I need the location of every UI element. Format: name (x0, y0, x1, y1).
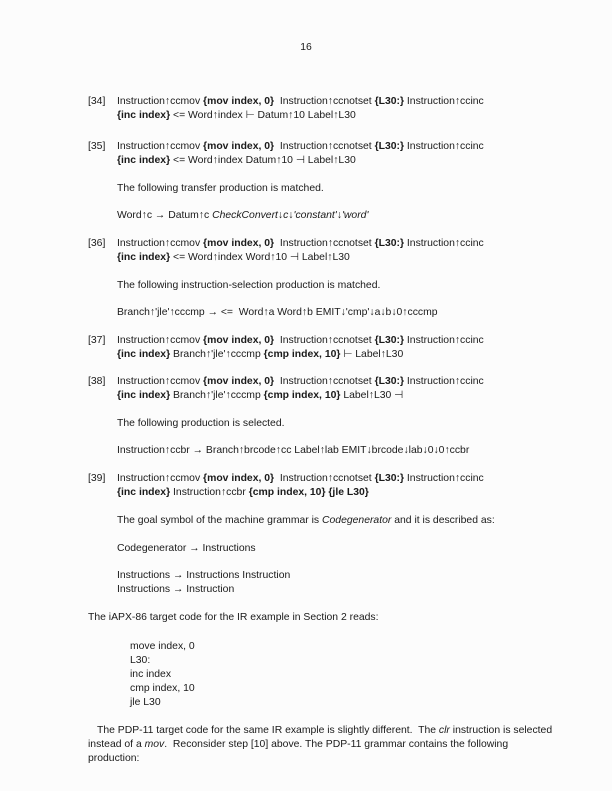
text-segment: Instruction↑ccmov (117, 335, 204, 346)
bold-text: {inc index} (117, 487, 171, 498)
step-number: [39] (88, 473, 106, 484)
step-number: [37] (88, 335, 106, 346)
bold-text: {L30:} (374, 473, 405, 484)
text-line (117, 349, 403, 361)
text-line (117, 141, 484, 153)
bold-text: {L30:} (374, 376, 405, 387)
text-segment: Instruction↑ccinc (404, 141, 484, 152)
text-segment: . Reconsider step [10] above. The PDP-11 grammar contains the following (164, 739, 509, 750)
text-segment: Instruction↑ccnotset (274, 335, 375, 346)
text-segment: Instruction↑ccinc (404, 335, 484, 346)
bold-text: {inc index} (117, 155, 171, 166)
text-segment: production: (88, 753, 140, 764)
bold-text: {L30:} (374, 335, 405, 346)
text-line (117, 376, 484, 388)
text-segment: The PDP-11 target code for the same IR example is slightly different. The (97, 725, 439, 736)
text-line (117, 584, 234, 596)
text-segment: The iAPX-86 target code for the IR example in Section 2 reads: (88, 612, 379, 623)
bold-text: {L30:} (374, 141, 405, 152)
text-line (130, 669, 171, 681)
bold-text: {mov index, 0} (203, 96, 275, 107)
text-segment: Instruction↑ccinc (404, 96, 484, 107)
text-line (130, 641, 195, 653)
text-segment: jle L30 (130, 697, 161, 708)
text-segment: The following transfer production is matched. (117, 183, 324, 194)
text-segment: <= Word↑index Word↑10 ⊣ Label↑L30 (170, 252, 350, 263)
text-line (117, 390, 403, 402)
text-segment: Instruction↑ccmov (117, 376, 204, 387)
text-line (117, 418, 285, 430)
text-segment: Branch↑'jle'↑cccmp (170, 390, 264, 401)
text-segment: Instruction↑ccinc (404, 473, 484, 484)
text-segment: The goal symbol of the machine grammar is (117, 515, 323, 526)
bold-text: {inc index} (117, 110, 171, 121)
text-line (130, 697, 161, 709)
text-line (117, 238, 484, 250)
text-segment: ⊢ Label↑L30 (340, 349, 404, 360)
text-line (88, 753, 139, 765)
step-number: [34] (88, 96, 106, 107)
text-line (130, 683, 195, 695)
bold-text: {inc index} (117, 252, 171, 263)
bold-text: {mov index, 0} (203, 141, 275, 152)
text-segment: Instruction↑ccinc (404, 238, 484, 249)
text-segment: Instructions → Instruction (117, 584, 235, 595)
text-segment: L30: (130, 655, 151, 666)
text-segment: <= Word↑index Datum↑10 ⊣ Label↑L30 (170, 155, 356, 166)
text-line (88, 739, 508, 751)
text-segment: Instructions → Instructions Instruction (117, 570, 291, 581)
text-segment: The following instruction-selection production is matched. (117, 280, 381, 291)
bold-text: {cmp index, 10} (263, 390, 341, 401)
bold-text: {L30:} (374, 238, 405, 249)
text-segment: Label↑L30 ⊣ (340, 390, 404, 401)
text-segment: Branch↑'jle'↑cccmp → <= Word↑a Word↑b EMIT↓'cmp'↓a↓b↓0↑cccmp (117, 307, 438, 318)
text-line (117, 155, 356, 167)
text-segment: Instruction↑ccmov (117, 96, 204, 107)
bold-text: {L30:} (374, 96, 405, 107)
text-line (117, 445, 469, 457)
italic-text: mov (144, 739, 165, 750)
text-line (97, 725, 552, 737)
italic-text: clr (438, 725, 450, 736)
text-segment: Instruction↑ccnotset (274, 96, 375, 107)
text-segment: Branch↑'jle'↑cccmp (170, 349, 264, 360)
text-segment: instruction is selected (449, 725, 553, 736)
text-line (117, 96, 484, 108)
bold-text: {cmp index, 10} (248, 487, 326, 498)
text-line (117, 307, 438, 319)
text-segment: Instruction↑ccmov (117, 141, 204, 152)
text-line (117, 487, 369, 499)
text-segment: Instruction↑ccnotset (274, 238, 375, 249)
text-segment: Instruction↑ccnotset (274, 141, 375, 152)
bold-text: {cmp index, 10} (263, 349, 341, 360)
text-segment: The following production is selected. (117, 418, 285, 429)
text-segment: Instruction↑ccmov (117, 238, 204, 249)
text-segment: instead of a (88, 739, 145, 750)
text-line (117, 252, 350, 264)
text-line (117, 473, 484, 485)
text-segment: Instruction↑ccmov (117, 473, 204, 484)
step-number: [35] (88, 141, 106, 152)
text-segment: and it is described as: (391, 515, 495, 526)
italic-text: CheckConvert↓c↓'constant'↓'word' (212, 210, 369, 221)
text-line (117, 515, 495, 527)
text-segment: Instruction↑ccnotset (274, 376, 375, 387)
text-segment: move index, 0 (130, 641, 195, 652)
text-line (88, 612, 379, 624)
text-segment: inc index (130, 669, 172, 680)
text-line (117, 543, 256, 555)
text-segment: <= Word↑index ⊢ Datum↑10 Label↑L30 (170, 110, 356, 121)
page-number: 16 (300, 42, 312, 53)
bold-text: {jle L30} (328, 487, 369, 498)
text-line (117, 183, 324, 195)
bold-text: {mov index, 0} (203, 238, 275, 249)
text-line (130, 655, 150, 667)
text-line (117, 210, 368, 222)
bold-text: {mov index, 0} (203, 376, 275, 387)
text-line (117, 280, 380, 292)
text-segment: Codegenerator → Instructions (117, 543, 256, 554)
bold-text: {mov index, 0} (203, 335, 275, 346)
text-segment: Instruction↑ccbr (170, 487, 249, 498)
bold-text: {mov index, 0} (203, 473, 275, 484)
text-line (117, 570, 290, 582)
text-segment: Word↑c → Datum↑c (117, 210, 213, 221)
bold-text: {inc index} (117, 390, 171, 401)
italic-text: Codegenerator (322, 515, 392, 526)
step-number: [38] (88, 376, 106, 387)
text-segment: Instruction↑ccbr → Branch↑brcode↑cc Label↑lab EMIT↓brcode↓lab↓0↓0↑ccbr (117, 445, 470, 456)
text-segment: Instruction↑ccinc (404, 376, 484, 387)
bold-text: {inc index} (117, 349, 171, 360)
step-number: [36] (88, 238, 106, 249)
text-line (117, 110, 356, 122)
text-segment: cmp index, 10 (130, 683, 195, 694)
text-line (117, 335, 484, 347)
text-segment: Instruction↑ccnotset (274, 473, 375, 484)
